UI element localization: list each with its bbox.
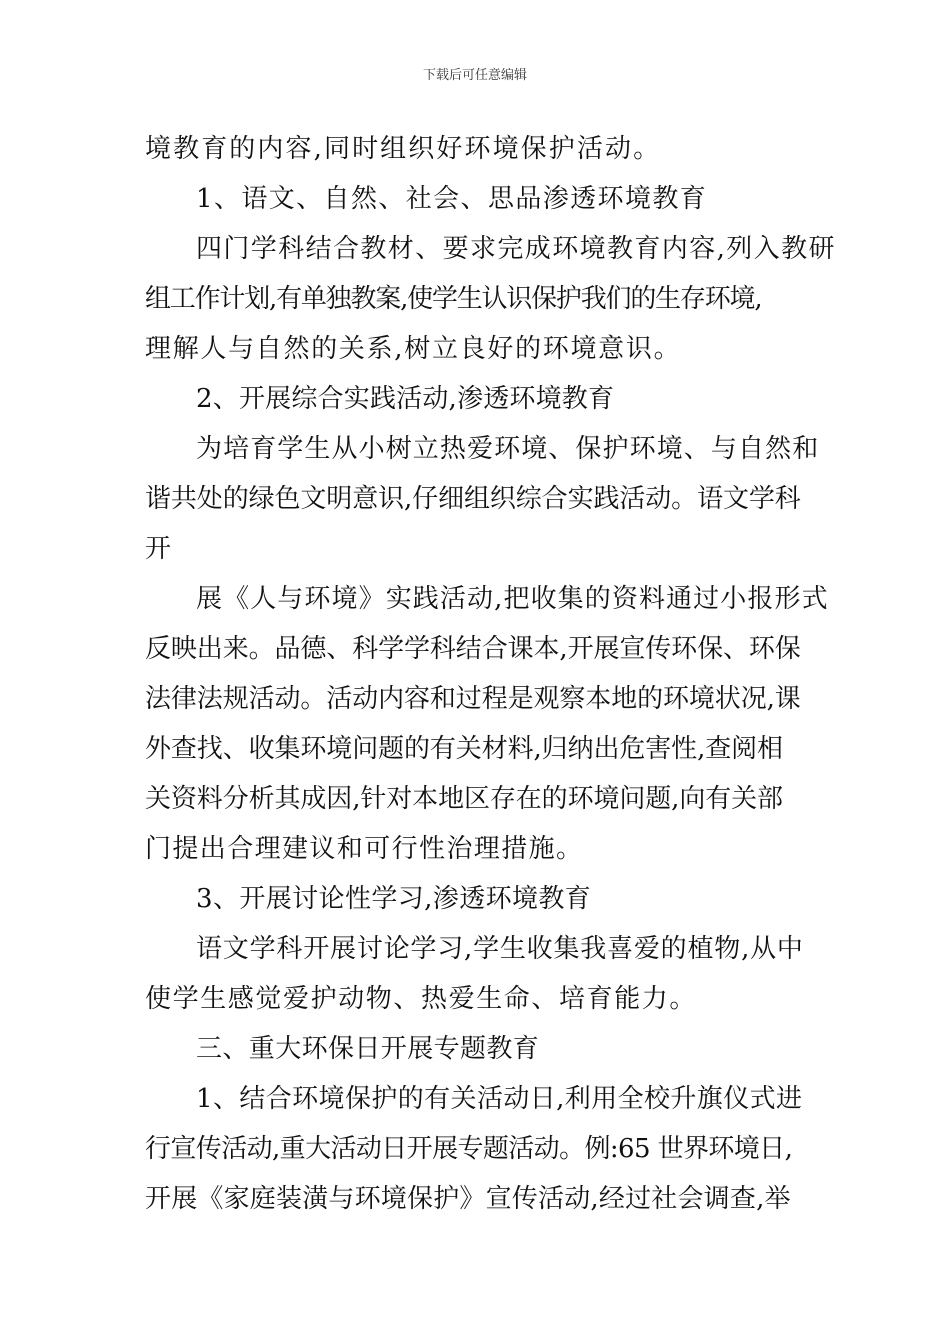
- text-line: 3、开展讨论性学习,渗透环境教育: [196, 884, 592, 914]
- text-line: 境教育的内容,同时组织好环境保护活动。: [145, 134, 662, 164]
- page-header: 下载后可任意编辑: [422, 68, 527, 83]
- text-line: 三、重大环保日开展专题教育: [196, 1034, 540, 1064]
- text-line: 行宣传活动,重大活动日开展专题活动。例:65 世界环境日,: [145, 1134, 793, 1164]
- text-line: 外查找、收集环境问题的有关材料,归纳出危害性,查阅相: [145, 734, 783, 764]
- text-line: 四门学科结合教材、要求完成环境教育内容,列入教研: [196, 234, 836, 264]
- text-line: 使学生感觉爱护动物、热爱生命、培育能力。: [145, 984, 698, 1014]
- text-line: 语文学科开展讨论学习,学生收集我喜爱的植物,从中: [196, 934, 804, 964]
- text-line: 门提出合理建议和可行性治理措施。: [145, 834, 584, 864]
- text-line: 2、开展综合实践活动,渗透环境教育: [196, 384, 615, 414]
- text-line: 法律法规活动。活动内容和过程是观察本地的环境状况,课: [145, 684, 801, 714]
- text-line: 关资料分析其成因,针对本地区存在的环境问题,向有关部: [145, 784, 783, 814]
- text-line: 展《人与环境》实践活动,把收集的资料通过小报形式: [196, 584, 829, 614]
- text-line: 理解人与自然的关系,树立良好的环境意识。: [145, 334, 682, 364]
- text-line: 反映出来。品德、科学学科结合课本,开展宣传环保、环保: [145, 634, 801, 664]
- text-line: 组工作计划,有单独教案,使学生认识保护我们的生存环境,: [145, 284, 762, 314]
- text-line: 1、语文、自然、社会、思品渗透环境教育: [196, 184, 708, 214]
- text-line: 1、结合环境保护的有关活动日,利用全校升旗仪式进: [196, 1084, 803, 1114]
- text-line: 谐共处的绿色文明意识,仔细组织综合实践活动。语文学科: [145, 484, 801, 514]
- text-line: 开: [145, 534, 172, 564]
- text-line: 开展《家庭装潢与环境保护》宣传活动,经过社会调查,举: [145, 1184, 791, 1214]
- text-line: 为培育学生从小树立热爱环境、保护环境、与自然和: [196, 434, 820, 464]
